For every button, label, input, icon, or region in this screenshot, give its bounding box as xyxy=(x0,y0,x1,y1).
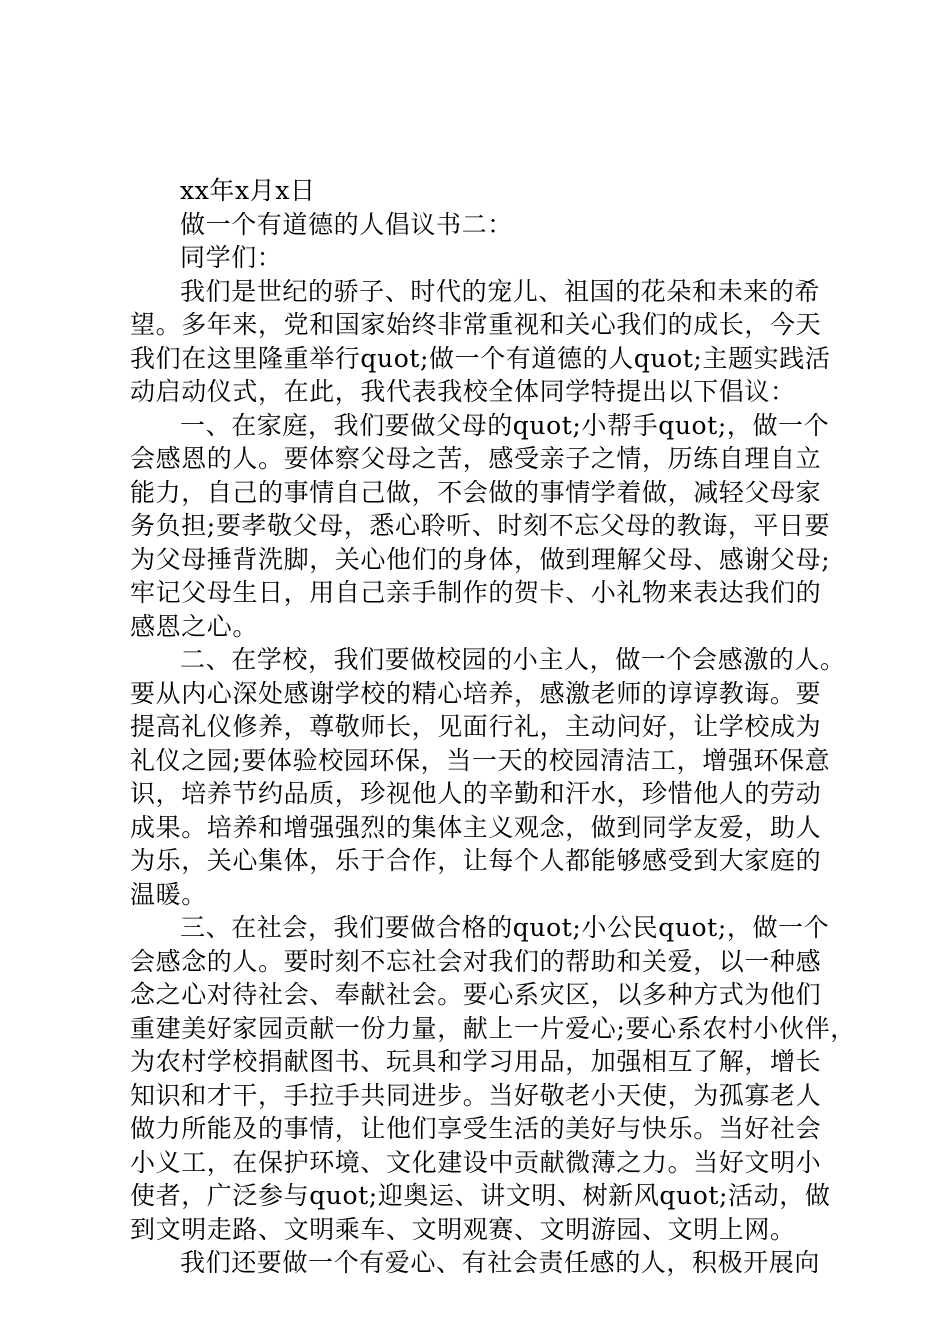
text-line: 会感念的人。要时刻不忘社会对我们的帮助和关爱，以一种感 xyxy=(130,946,822,976)
text-line: 知识和才干，手拉手共同进步。当好敬老小天使，为孤寡老人 xyxy=(130,1080,822,1110)
text-line: 二、在学校，我们要做校园的小主人，做一个会感激的人。 xyxy=(180,645,846,674)
text-line: 做一个有道德的人倡议书二： xyxy=(180,209,513,239)
text-line: 使者，广泛参与quot;迎奥运、讲文明、树新风quot;活动，做 xyxy=(130,1181,831,1210)
text-line: 同学们： xyxy=(180,243,283,272)
text-line: 重建美好家园贡献一份力量，献上一片爱心;要心系农村小伙伴， xyxy=(130,1013,856,1043)
text-line: 我们在这里隆重举行quot;做一个有道德的人quot;主题实践活 xyxy=(130,343,831,373)
text-line: 要从内心深处感谢学校的精心培养，感激老师的谆谆教诲。要 xyxy=(130,678,822,708)
text-line: 做力所能及的事情，让他们享受生活的美好与快乐。当好社会 xyxy=(130,1114,822,1143)
text-line: 提高礼仪修养，尊敬师长，见面行礼，主动问好，让学校成为 xyxy=(130,712,822,741)
text-line: 牢记父母生日，用自己亲手制作的贺卡、小礼物来表达我们的 xyxy=(130,578,822,607)
text-line: 成果。培养和增强强烈的集体主义观念，做到同学友爱，助人 xyxy=(130,812,822,842)
text-line: 为乐，关心集体，乐于合作，让每个人都能够感受到大家庭的 xyxy=(130,846,822,875)
text-line: 动启动仪式，在此，我代表我校全体同学特提出以下倡议： xyxy=(130,377,796,406)
text-line: 会感恩的人。要体察父母之苦，感受亲子之情，历练自理自立 xyxy=(130,444,822,473)
text-line: 识，培养节约品质，珍视他人的辛勤和汗水，珍惜他人的劳动 xyxy=(130,779,822,808)
text-line: 到文明走路、文明乘车、文明观赛、文明游园、文明上网。 xyxy=(130,1214,796,1244)
text-line: 望。多年来，党和国家始终非常重视和关心我们的成长，今天 xyxy=(130,310,822,339)
text-line: 温暖。 xyxy=(130,879,207,909)
text-line: xx年x月x日 xyxy=(180,176,316,205)
text-line: 礼仪之园;要体验校园环保，当一天的校园清洁工，增强环保意 xyxy=(130,745,831,775)
text-line: 我们是世纪的骄子、时代的宠儿、祖国的花朵和未来的希 xyxy=(180,276,821,306)
text-line: 念之心对待社会、奉献社会。要心系灾区，以多种方式为他们 xyxy=(130,980,822,1009)
text-line: 为农村学校捐献图书、玩具和学习用品，加强相互了解，增长 xyxy=(130,1047,822,1076)
text-line: 小义工，在保护环境、文化建设中贡献微薄之力。当好文明小 xyxy=(130,1147,822,1177)
text-line: 我们还要做一个有爱心、有社会责任感的人，积极开展向 xyxy=(180,1248,821,1277)
text-line: 感恩之心。 xyxy=(130,611,259,641)
document-body xyxy=(130,174,856,1280)
text-line: 能力，自己的事情自己做，不会做的事情学着做，减轻父母家 xyxy=(130,477,822,507)
text-line: 为父母捶背洗脚，关心他们的身体，做到理解父母、感谢父母; xyxy=(130,544,831,574)
text-line: 三、在社会，我们要做合格的quot;小公民quot;，做一个 xyxy=(180,913,830,942)
text-line: 一、在家庭，我们要做父母的quot;小帮手quot;，做一个 xyxy=(180,410,830,440)
text-line: 务负担;要孝敬父母，悉心聆听、时刻不忘父母的教诲，平日要 xyxy=(130,511,831,540)
